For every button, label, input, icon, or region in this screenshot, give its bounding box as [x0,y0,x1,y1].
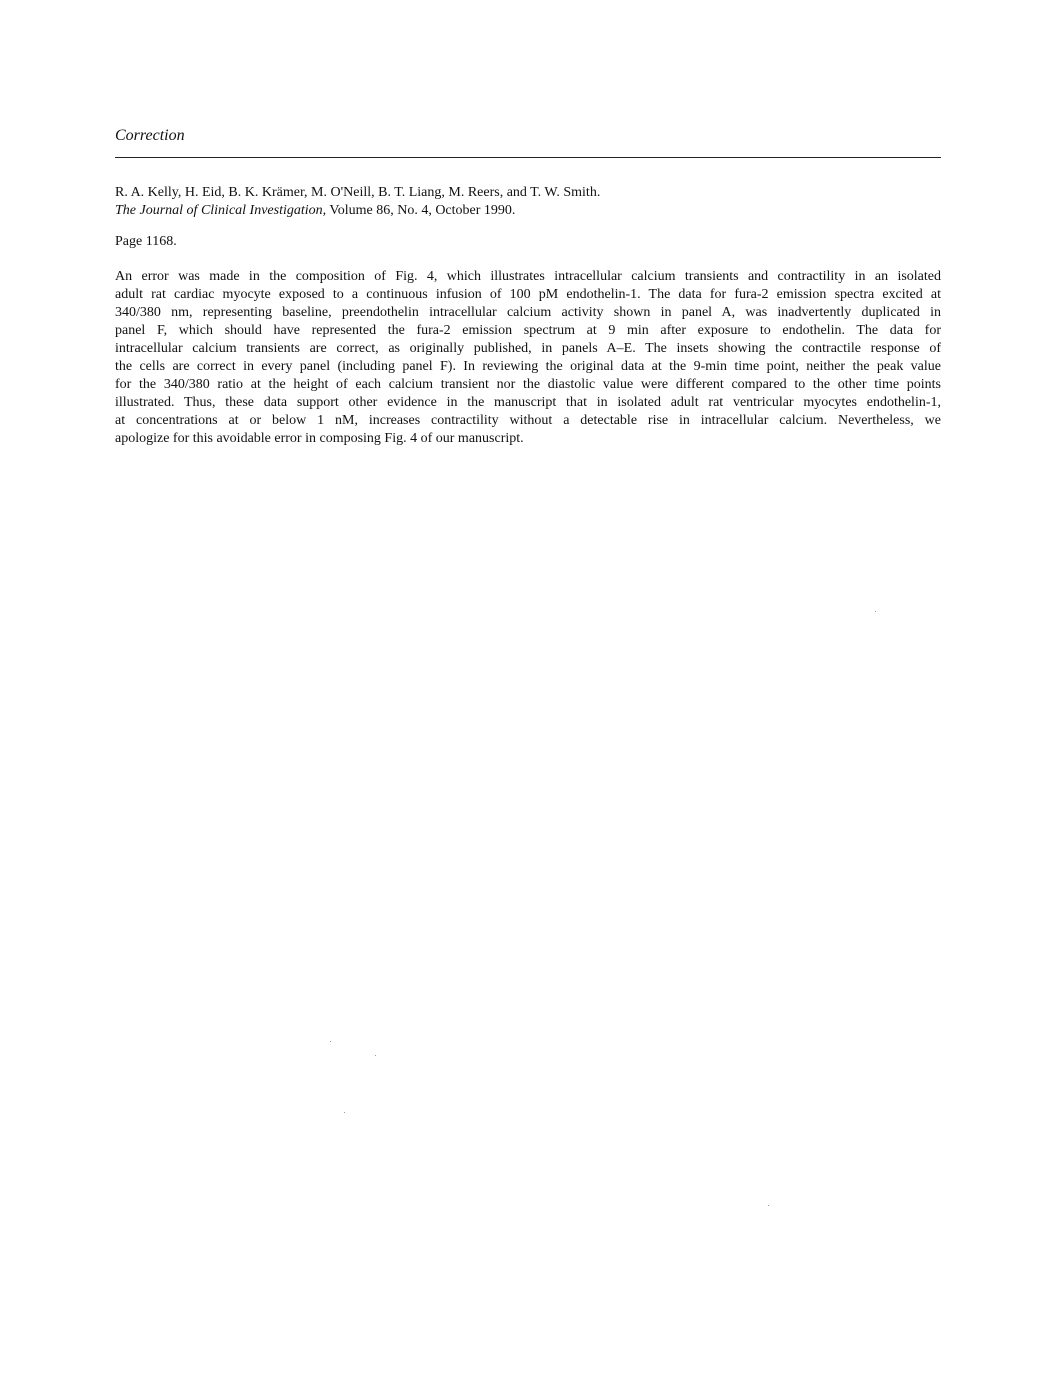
paragraph-line: for the 340/380 ratio at the height of each calcium transient nor the diastolic value were different compared to the other time points [115,377,941,392]
journal-issue-details: Volume 86, No. 4, October 1990. [326,203,516,218]
paragraph-line: the cells are correct in every panel (including panel F). In reviewing the original data at the 9-min time point, neither the peak value [115,359,941,374]
section-label: Correction [115,127,185,144]
scan-speck [875,611,876,612]
page-reference: Page 1168. [115,234,177,249]
header-rule [115,157,941,158]
paragraph-line: at concentrations at or below 1 nM, increases contractility without a detectable rise in intracellular calcium. Nevertheless, we [115,413,941,428]
paragraph-line: 340/380 nm, representing baseline, preendothelin intracellular calcium activity shown in panel A, was inadvertently duplicated in [115,305,941,320]
scan-speck [344,1112,345,1113]
paragraph-line: adult rat cardiac myocyte exposed to a continuous infusion of 100 pM endothelin-1. The data for fura-2 emission spectra excited at [115,287,941,302]
journal-citation [115,202,515,220]
author-list: R. A. Kelly, H. Eid, B. K. Krämer, M. O'Neill, B. T. Liang, M. Reers, and T. W. Smith. [115,185,601,200]
paragraph-line: illustrated. Thus, these data support other evidence in the manuscript that in isolated adult rat ventricular myocytes endothelin-1, [115,395,941,410]
paragraph-line: An error was made in the composition of Fig. 4, which illustrates intracellular calcium transients and contractility in an isolated [115,269,941,284]
paragraph-line: panel F, which should have represented the fura-2 emission spectrum at 9 min after exposure to endothelin. The data for [115,323,941,338]
correction-paragraph [115,268,941,448]
journal-title: The Journal of Clinical Investigation, [115,203,327,218]
scan-speck [375,1055,376,1056]
paragraph-line: apologize for this avoidable error in composing Fig. 4 of our manuscript. [115,431,524,446]
scan-speck [330,1041,331,1042]
scan-speck [768,1205,769,1206]
paragraph-line: intracellular calcium transients are correct, as originally published, in panels A–E. The insets showing the contractile response of [115,341,941,356]
